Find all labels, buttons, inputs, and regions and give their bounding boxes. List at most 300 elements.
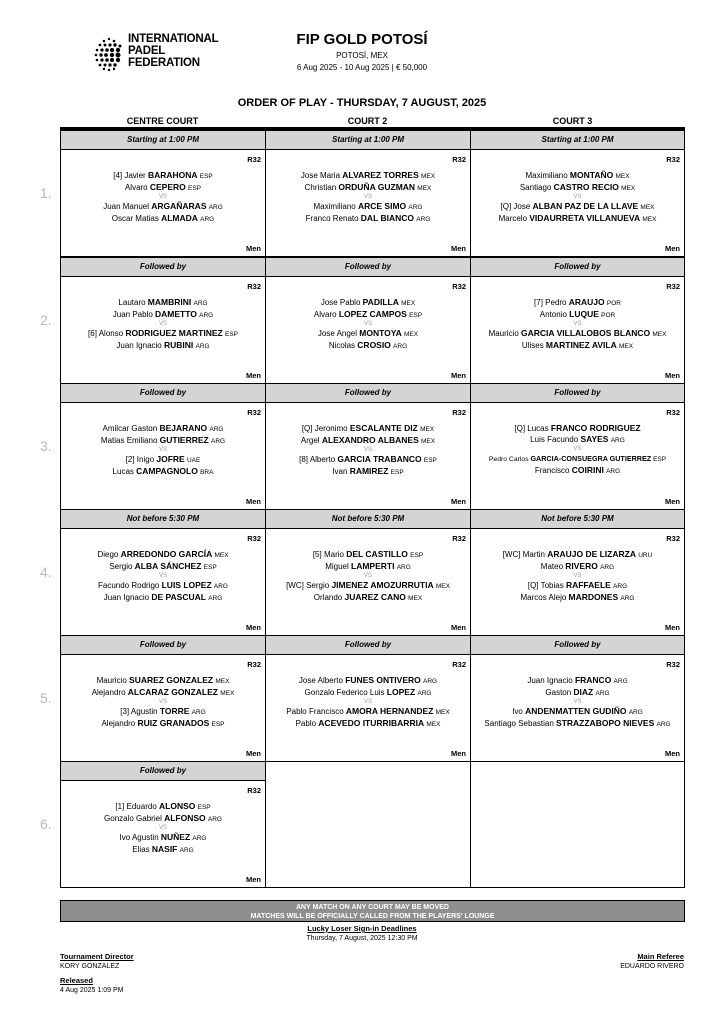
player-nationality: ARG [208, 595, 223, 602]
player-surname: RIVERO [565, 561, 598, 571]
player-nationality: ARG [195, 343, 210, 350]
player-surname: GARCIA VILLALOBOS BLANCO [521, 328, 651, 338]
player-nationality: URU [638, 552, 653, 559]
player-nationality: ESP [409, 312, 423, 319]
player-surname: RAFFAELE [565, 580, 611, 590]
match-category: Men [665, 623, 680, 632]
player-surname: CASTRO RECIO [553, 182, 619, 192]
player-line[interactable] [266, 454, 470, 466]
player-surname: LOPEZ CAMPOS [338, 309, 407, 319]
player-seed: [Q] [527, 581, 539, 590]
player-line[interactable] [471, 434, 684, 446]
player-first-name: Sergio [109, 562, 133, 571]
player-line[interactable] [61, 844, 265, 856]
player-line[interactable] [61, 309, 265, 321]
player-surname: ARREDONDO GARCÍA [120, 549, 213, 559]
match-players [61, 549, 265, 604]
versus-label: VS [158, 573, 167, 579]
player-first-name: Alvaro [124, 183, 148, 192]
player-first-name: Santiago [519, 183, 552, 192]
player-surname: BARAHONA [147, 170, 198, 180]
player-surname: ALCARAZ GONZALEZ [127, 687, 218, 697]
player-line[interactable] [266, 213, 470, 225]
player-line[interactable] [266, 201, 470, 213]
player-surname: DAL BIANCO [360, 213, 415, 223]
director-label: Tournament Director [60, 952, 134, 961]
player-line[interactable] [61, 549, 265, 561]
player-nationality: ESP [653, 456, 667, 463]
player-nationality: MEX [642, 216, 657, 223]
match-round: R32 [452, 534, 466, 543]
match-players [266, 170, 470, 225]
player-first-name: Gonzalo Federico Luis [304, 688, 385, 697]
match-card[interactable] [60, 150, 266, 257]
player-line[interactable] [61, 466, 265, 478]
player-first-name: Ivan [332, 467, 348, 476]
player-line[interactable] [471, 592, 684, 604]
player-surname: MARDONES [568, 592, 619, 602]
match-round: R32 [666, 408, 680, 417]
match-category: Men [451, 371, 466, 380]
player-line[interactable] [61, 687, 265, 699]
player-first-name: Orlando [313, 593, 343, 602]
player-surname: STRAZZABOPO NIEVES [556, 718, 655, 728]
player-line[interactable] [471, 675, 684, 687]
match-card[interactable] [60, 403, 266, 510]
player-line[interactable] [471, 309, 684, 321]
player-nationality: ARG [606, 468, 621, 475]
director-name: KORY GONZALEZ [60, 963, 120, 970]
player-line[interactable] [61, 454, 265, 466]
match-players [471, 297, 684, 352]
player-line[interactable] [61, 182, 265, 194]
player-line[interactable] [471, 549, 684, 561]
player-nationality: ARG [416, 216, 431, 223]
player-first-name: Mauricio [488, 329, 519, 338]
player-surname: RODRIGUEZ MARTINEZ [125, 328, 223, 338]
match-category: Men [451, 244, 466, 253]
player-surname: JIMENEZ AMOZURRUTIA [331, 580, 434, 590]
player-line[interactable] [266, 340, 470, 352]
player-first-name: Lautaro [118, 298, 146, 307]
player-surname: NASIF [151, 844, 178, 854]
match-players [266, 549, 470, 604]
match-players [61, 675, 265, 730]
slot-time-label: Followed by [60, 761, 266, 781]
player-first-name: Pedro [545, 298, 567, 307]
player-line[interactable] [266, 549, 470, 561]
player-surname: ALMADA [161, 213, 198, 223]
notice-line: MATCHES WILL BE OFFICIALLY CALLED FROM THE PLAYERS' LOUNGE [250, 913, 495, 920]
player-nationality: MEX [401, 300, 416, 307]
match-players [61, 801, 265, 856]
match-round: R32 [666, 282, 680, 291]
player-first-name: Pablo Francisco [286, 707, 344, 716]
player-nationality: ARG [613, 678, 628, 685]
match-category: Men [246, 875, 261, 884]
player-surname: ARAUJO DE LIZARZA [547, 549, 636, 559]
player-line[interactable] [471, 297, 684, 309]
player-line[interactable] [61, 170, 265, 182]
player-nationality: ESP [390, 469, 404, 476]
court-header-court-3: COURT 3 [552, 116, 593, 126]
player-line[interactable] [266, 466, 470, 478]
player-nationality: MEX [220, 690, 235, 697]
match-round: R32 [666, 660, 680, 669]
player-line[interactable] [61, 580, 265, 592]
player-line[interactable] [266, 687, 470, 699]
player-first-name: Maximiliano [525, 171, 568, 180]
player-nationality: MEX [640, 204, 655, 211]
player-nationality: MEX [615, 173, 630, 180]
player-first-name: Antonio [539, 310, 567, 319]
player-nationality: ARG [595, 690, 610, 697]
player-first-name: Marcelo [498, 214, 528, 223]
player-line[interactable] [266, 423, 470, 435]
slot-time-label: Followed by [265, 635, 471, 655]
player-surname: LUIS LOPEZ [161, 580, 212, 590]
player-nationality: ARG [656, 721, 671, 728]
player-line[interactable] [266, 182, 470, 194]
player-line[interactable] [266, 435, 470, 447]
versus-label: VS [363, 447, 372, 453]
player-line[interactable] [61, 675, 265, 687]
player-line[interactable] [471, 328, 684, 340]
player-surname: ANDENMATTEN GUDIÑO [525, 706, 627, 716]
versus-label: VS [573, 194, 582, 200]
player-surname: MAMBRINI [147, 297, 192, 307]
player-first-name: Facundo Rodrigo [98, 581, 160, 590]
player-first-name: Maximiliano [313, 202, 356, 211]
player-first-name: Matias Emiliano [100, 436, 158, 445]
player-line[interactable] [266, 170, 470, 182]
player-surname: ARCE SIMO [357, 201, 407, 211]
event-location: POTOSÍ, MEX [336, 51, 388, 60]
slot-time-label: Followed by [60, 635, 266, 655]
player-seed: [Q] [301, 424, 313, 433]
player-surname: BEJARANO [159, 423, 208, 433]
match-category: Men [665, 371, 680, 380]
slot-time-label: Starting at 1:00 PM [60, 130, 266, 150]
player-surname: COIRINI [571, 465, 604, 475]
player-seed: [Q] [500, 202, 512, 211]
player-line[interactable] [471, 687, 684, 699]
match-card[interactable] [470, 655, 685, 762]
match-players [61, 297, 265, 352]
player-seed: [5] [312, 550, 322, 559]
player-line[interactable] [471, 453, 684, 465]
match-card[interactable] [60, 277, 266, 384]
player-line[interactable] [61, 340, 265, 352]
player-surname: FRANCO RODRIGUEZ [550, 423, 641, 433]
player-first-name: Alvaro [313, 310, 337, 319]
player-line[interactable] [266, 297, 470, 309]
empty-slot [265, 761, 471, 888]
match-players [61, 170, 265, 225]
player-surname: ESCALANTE DIZ [349, 423, 418, 433]
logo-line: PADEL [128, 45, 166, 57]
player-line[interactable] [471, 718, 684, 730]
player-line[interactable] [266, 580, 470, 592]
player-first-name: Mauricio [96, 676, 127, 685]
player-nationality: POR [606, 300, 621, 307]
player-nationality: ARG [208, 204, 223, 211]
released-date: 4 Aug 2025 1:09 PM [60, 987, 124, 994]
player-first-name: Argel [300, 436, 320, 445]
player-line[interactable] [266, 328, 470, 340]
player-line[interactable] [471, 170, 684, 182]
player-first-name: Francisco [534, 466, 570, 475]
player-nationality: MEX [618, 343, 634, 350]
match-round: R32 [247, 534, 261, 543]
player-line[interactable] [61, 435, 265, 447]
player-nationality: ESP [203, 564, 217, 571]
player-surname: CROSIO [357, 340, 391, 350]
player-surname: DEL CASTILLO [346, 549, 408, 559]
player-surname: VIDAURRETA VILLANUEVA [529, 213, 641, 223]
player-line[interactable] [61, 297, 265, 309]
player-line[interactable] [471, 201, 684, 213]
match-players [266, 675, 470, 730]
slot-time-label: Followed by [470, 383, 685, 403]
player-seed: [2] [125, 455, 135, 464]
player-nationality: ARG [179, 847, 194, 854]
referee-label: Main Referee [637, 952, 684, 961]
match-card[interactable] [265, 150, 471, 257]
player-first-name: Jose Maria [300, 171, 341, 180]
player-first-name: Christian [304, 183, 337, 192]
player-surname: ALONSO [159, 801, 196, 811]
player-first-name: Gonzalo Gabriel [104, 814, 162, 823]
slot-time-label: Starting at 1:00 PM [265, 130, 471, 150]
player-line[interactable] [266, 561, 470, 573]
player-line[interactable] [471, 340, 684, 352]
player-first-name: Alejandro [101, 719, 136, 728]
player-line[interactable] [471, 213, 684, 225]
player-nationality: ESP [423, 457, 437, 464]
player-surname: AMORA HERNANDEZ [345, 706, 434, 716]
player-line[interactable] [61, 592, 265, 604]
match-card[interactable] [470, 403, 685, 510]
player-line[interactable] [61, 832, 265, 844]
player-nationality: MEX [426, 721, 441, 728]
player-line[interactable] [61, 213, 265, 225]
player-line[interactable] [61, 328, 265, 340]
player-nationality: MEX [421, 173, 436, 180]
player-surname: GARCIA-CONSUEGRA GUTIERREZ [530, 454, 652, 463]
player-nationality: ESP [188, 185, 202, 192]
match-card[interactable] [265, 655, 471, 762]
player-surname: LOPEZ [386, 687, 416, 697]
player-first-name: Pablo [295, 719, 317, 728]
match-category: Men [451, 749, 466, 758]
player-first-name: Ivo Agustin [119, 833, 159, 842]
player-surname: SAYES [580, 434, 609, 444]
player-nationality: ARG [422, 678, 438, 685]
player-surname: FUNES ONTIVERO [345, 675, 421, 685]
player-surname: ACEVEDO ITURRIBARRIA [318, 718, 425, 728]
player-line[interactable] [61, 423, 265, 435]
player-first-name: Gaston [545, 688, 572, 697]
match-players [61, 423, 265, 478]
player-surname: ORDUÑA GUZMAN [338, 182, 416, 192]
player-line[interactable] [266, 592, 470, 604]
player-surname: ARGAÑARAS [151, 201, 207, 211]
logo-line: INTERNATIONAL [128, 33, 219, 45]
player-surname: FRANCO [574, 675, 612, 685]
slot-time-label: Followed by [60, 383, 266, 403]
player-nationality: ESP [199, 173, 213, 180]
player-nationality: ARG [199, 312, 214, 319]
match-card[interactable] [470, 529, 685, 636]
player-nationality: MEX [435, 583, 450, 590]
player-surname: ALVAREZ TORRES [342, 170, 419, 180]
player-nationality: MEX [215, 678, 230, 685]
player-nationality: ARG [628, 709, 643, 716]
versus-label: VS [363, 573, 372, 579]
match-players [266, 297, 470, 352]
player-line[interactable] [471, 580, 684, 592]
player-nationality: ARG [207, 816, 222, 823]
match-card[interactable] [470, 150, 685, 257]
player-nationality: ESP [410, 552, 424, 559]
player-first-name: Elias [132, 845, 150, 854]
versus-label: VS [573, 446, 582, 452]
player-line[interactable] [471, 423, 684, 434]
player-surname: LAMPERTI [351, 561, 395, 571]
slot-time-label: Followed by [470, 257, 685, 277]
match-card[interactable] [265, 277, 471, 384]
match-players [471, 170, 684, 225]
player-line[interactable] [61, 201, 265, 213]
player-surname: GARCIA TRABANCO [337, 454, 422, 464]
notice-line: ANY MATCH ON ANY COURT MAY BE MOVED [296, 904, 449, 911]
player-seed: [3] [120, 707, 130, 716]
notice-banner [60, 900, 685, 922]
player-first-name: Juan Ignacio [103, 593, 150, 602]
player-surname: LUQUE [569, 309, 599, 319]
player-seed: [7] [534, 298, 543, 307]
match-card[interactable] [470, 277, 685, 384]
match-category: Men [451, 497, 466, 506]
player-surname: ARAUJO [568, 297, 605, 307]
player-seed: [WC] [286, 581, 304, 590]
match-players [471, 423, 684, 477]
player-nationality: ARG [408, 204, 423, 211]
match-card[interactable] [265, 529, 471, 636]
player-nationality: UAE [186, 457, 201, 464]
player-first-name: Eduardo [126, 802, 157, 811]
player-line[interactable] [471, 706, 684, 718]
player-line[interactable] [266, 675, 470, 687]
row-number: 6. [40, 816, 52, 832]
player-line[interactable] [61, 813, 265, 825]
player-line[interactable] [471, 561, 684, 573]
player-first-name: Miguel [325, 562, 349, 571]
player-nationality: BRA [200, 469, 214, 476]
player-first-name: Juan Manuel [103, 202, 149, 211]
player-line[interactable] [266, 718, 470, 730]
player-first-name: Lucas [527, 424, 549, 433]
row-number: 5. [40, 690, 52, 706]
empty-slot [470, 761, 685, 888]
match-round: R32 [666, 534, 680, 543]
match-players [471, 675, 684, 730]
player-first-name: Luis Facundo [530, 435, 579, 444]
player-line[interactable] [266, 309, 470, 321]
slot-time-label: Not before 5:30 PM [470, 509, 685, 529]
player-first-name: Juan Ignacio [116, 341, 162, 350]
match-round: R32 [452, 282, 466, 291]
court-header-centre: CENTRE COURT [126, 116, 199, 126]
slot-time-label: Not before 5:30 PM [265, 509, 471, 529]
player-line[interactable] [61, 561, 265, 573]
player-nationality: MEX [408, 595, 423, 602]
player-surname: ALEXANDRO ALBANES [321, 435, 419, 445]
versus-label: VS [363, 194, 372, 200]
match-category: Men [246, 749, 261, 758]
lucky-loser-title: Lucky Loser Sign-in Deadlines [307, 924, 417, 933]
player-nationality: ARG [620, 595, 635, 602]
player-first-name: Lucas [112, 467, 134, 476]
match-round: R32 [452, 660, 466, 669]
player-line[interactable] [61, 801, 265, 813]
event-title: FIP GOLD POTOSÍ [296, 31, 428, 48]
player-surname: MARTINEZ AVILA [545, 340, 617, 350]
player-nationality: ESP [224, 331, 238, 338]
player-surname: JUAREZ CANO [344, 592, 406, 602]
versus-label: VS [573, 699, 582, 705]
player-surname: RUIZ GRANADOS [137, 718, 210, 728]
player-seed: [1] [115, 802, 125, 811]
versus-label: VS [158, 321, 167, 327]
player-surname: DE PASCUAL [151, 592, 206, 602]
player-seed: [6] [88, 329, 97, 338]
player-surname: ALBAN PAZ DE LA LLAVE [532, 201, 639, 211]
match-card[interactable] [265, 403, 471, 510]
player-nationality: ARG [210, 438, 226, 445]
player-surname: ALBA SÁNCHEZ [134, 561, 202, 571]
player-line[interactable] [61, 706, 265, 718]
player-surname: CAMPAGNOLO [136, 466, 198, 476]
slot-time-label: Starting at 1:00 PM [470, 130, 685, 150]
lucky-loser-date: Thursday, 7 August, 2025 12:30 PM [306, 935, 418, 942]
versus-label: VS [158, 447, 167, 453]
match-card[interactable] [60, 529, 266, 636]
match-card[interactable] [60, 781, 266, 888]
player-surname: MONTAÑO [569, 170, 614, 180]
match-card[interactable] [60, 655, 266, 762]
event-dates: 6 Aug 2025 - 10 Aug 2025 | € 50,000 [296, 63, 428, 72]
versus-label: VS [573, 321, 582, 327]
match-category: Men [246, 623, 261, 632]
player-nationality: ARG [417, 690, 432, 697]
player-first-name: Mario [323, 550, 344, 559]
player-surname: RUBINI [164, 340, 194, 350]
match-category: Men [665, 749, 680, 758]
versus-label: VS [363, 321, 372, 327]
player-first-name: Alonso [98, 329, 124, 338]
player-line[interactable] [471, 182, 684, 194]
match-category: Men [246, 244, 261, 253]
player-line[interactable] [61, 718, 265, 730]
player-first-name: Amilcar Gaston [102, 424, 158, 433]
player-line[interactable] [266, 706, 470, 718]
player-first-name: Franco Renato [305, 214, 359, 223]
row-number: 4. [40, 564, 52, 580]
player-nationality: ESP [211, 721, 225, 728]
player-line[interactable] [471, 465, 684, 477]
